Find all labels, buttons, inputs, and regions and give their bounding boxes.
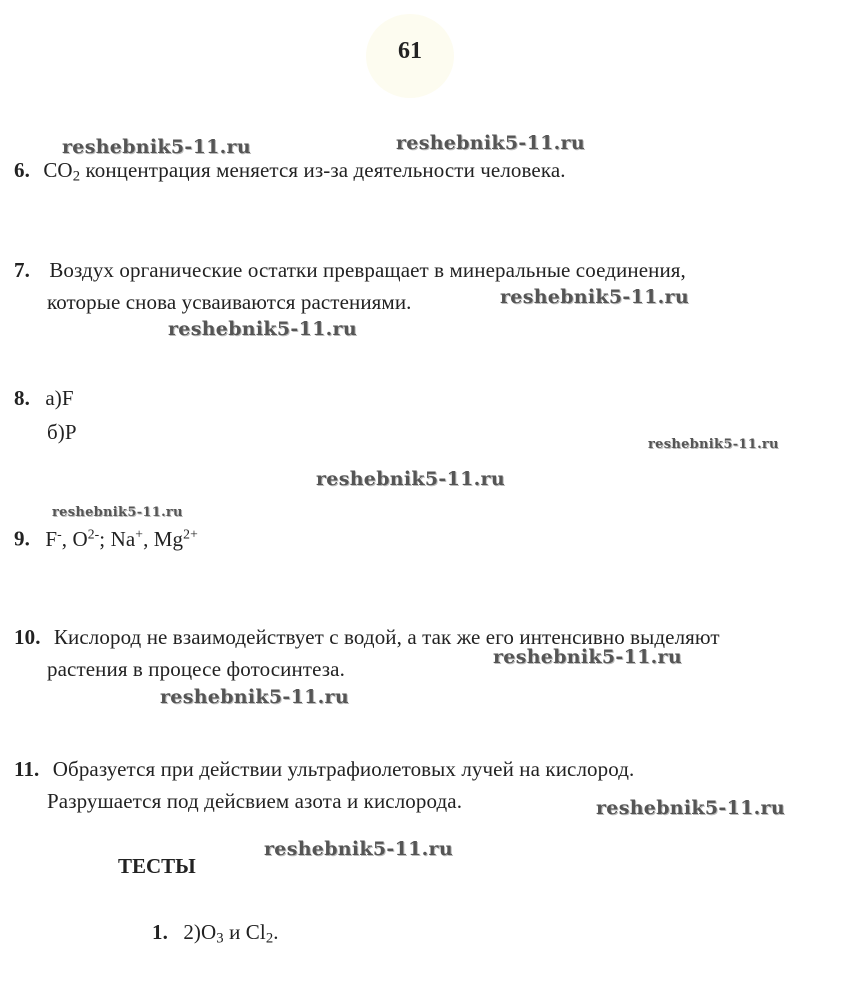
watermark: reshebnik5-11.ru: [493, 646, 682, 668]
answer-text-line: б)P: [47, 420, 77, 444]
answer-number: 7.: [14, 258, 30, 282]
watermark: reshebnik5-11.ru: [52, 505, 183, 520]
test-number: 1.: [152, 920, 168, 944]
answer-6: [14, 158, 566, 186]
watermark: reshebnik5-11.ru: [160, 686, 349, 708]
answer-text-line: а)F: [45, 386, 74, 410]
answer-8: [14, 386, 74, 411]
answer-10: [14, 625, 720, 650]
watermark: reshebnik5-11.ru: [596, 797, 785, 819]
answer-7: [14, 258, 686, 283]
watermark: reshebnik5-11.ru: [316, 468, 505, 490]
test-answer-1: [152, 920, 279, 948]
watermark: reshebnik5-11.ru: [396, 132, 585, 154]
answer-text: $CO_2$ концентрация меняется из-за деятельности человека.: [43, 158, 566, 185]
answer-11: [14, 757, 634, 782]
watermark: reshebnik5-11.ru: [500, 286, 689, 308]
page-number: 61: [398, 38, 422, 64]
answer-text-line: растения в процесе фотосинтеза.: [47, 657, 345, 681]
answer-9: [14, 526, 198, 552]
test-answer-text: $2)O_3$ и $Cl_2$.: [183, 920, 279, 947]
answer-number: 6.: [14, 158, 30, 182]
watermark: reshebnik5-11.ru: [62, 136, 251, 158]
watermark: reshebnik5-11.ru: [264, 838, 453, 860]
answer-text-line: Разрушается под дейсвием азота и кислорода.: [47, 789, 463, 813]
watermark: reshebnik5-11.ru: [648, 437, 779, 452]
watermark: reshebnik5-11.ru: [168, 318, 357, 340]
answer-number: 11.: [14, 757, 40, 781]
answer-text-line: Образуется при действии ультрафиолетовых лучей на кислород.: [52, 757, 635, 781]
answer-number: 8.: [14, 386, 30, 410]
answer-text: F-, $O^{2-}$; Na+, $Mg^{2+}$: [45, 526, 198, 551]
answer-number: 9.: [14, 526, 30, 551]
answer-text-line: которые снова усваиваются растениями.: [47, 290, 412, 314]
tests-heading: ТЕСТЫ: [118, 854, 196, 878]
answer-text-line: Воздух органические остатки превращает в минеральные соединения,: [49, 258, 686, 282]
answer-text-line: Кислород не взаимодействует с водой, а так же его интенсивно выделяют: [53, 625, 720, 649]
answer-number: 10.: [14, 625, 41, 649]
